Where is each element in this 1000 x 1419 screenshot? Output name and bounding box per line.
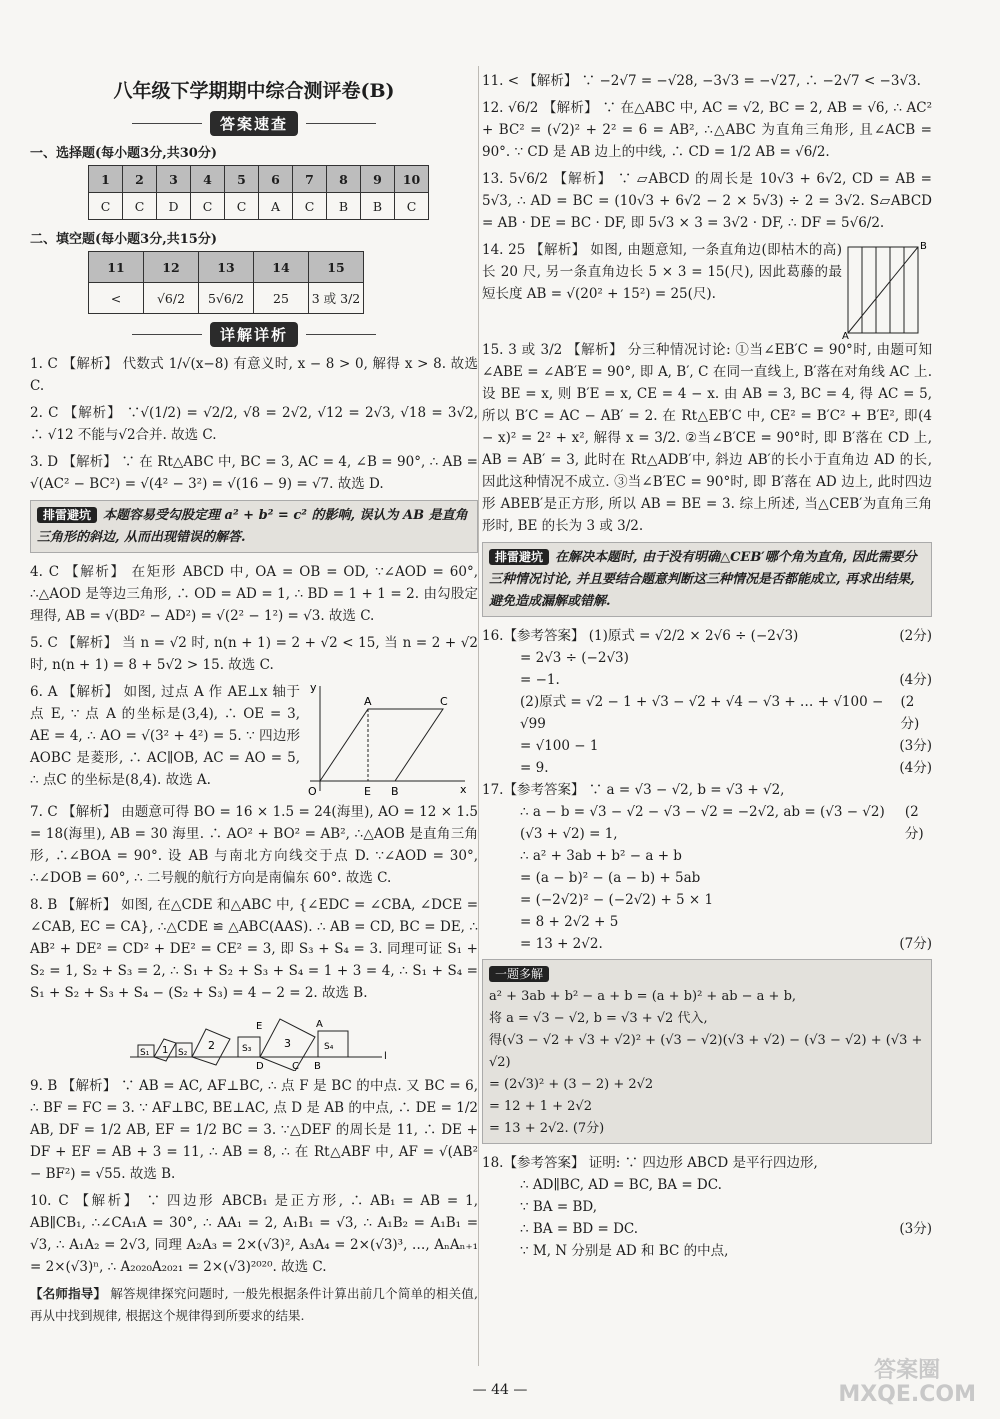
line-text: = (a − b)² − (a − b) + 5ab [520,870,701,886]
fill-answer-cell: 5√6/2 [199,283,254,314]
solution-9: 9. B 【解析】 ∵ AB = AC, AF⊥BC, ∴ 点 F 是 BC 的中点. 又 BC = 6, ∴ BF = FC = 3. ∵ AF⊥BC, BE⊥AC, 点 D 是 AB 的中点, ∴ DE = 1/2 AB, DF = 1/2 AB, EF = 1/2 BC = 3. ∵△DEF 的周长是 11, ∴ DE + DF + EF = AB + 3 = 11, ∴ AB = 8, ∴ 在 Rt△ABF 中, AF = √(AB² − BF²) = √55. 故选 B. [30,1078,478,1182]
fill-answer-cell: 3 或 3/2 [309,283,364,314]
choice-answer-cell: A [259,193,293,220]
page-title: 八年级下学期期中综合测评卷(B) [113,80,395,102]
label-A: A [316,1019,323,1030]
teacher-guide-label: 【名师指导】 [30,1286,107,1301]
label-A: A [842,331,849,339]
vine-ab [848,247,918,333]
fill-answer-cell: < [89,283,144,314]
score-mark: (3分) [899,1221,932,1237]
choice-number-cell: 2 [123,166,157,193]
solution-18 [482,1152,932,1262]
label-A: A [364,695,372,708]
line-text: 18.【参考答案】 证明: ∵ 四边形 ABCD 是平行四边形, [482,1155,818,1171]
solution-5: 5. C 【解析】 当 n = √2 时, n(n + 1) = 2 + √2 < 15, 当 n = 2 + √2 时, n(n + 1) = 8 + 5√2 > 15. 故选 C. [30,635,478,673]
figure-6-rhombus [300,681,470,801]
line-text: = −1. [520,672,560,688]
label-B: B [391,785,399,798]
section-choice-heading: 一、选择题(每小题3分,共30分) [30,146,217,161]
choice-number-cell: 7 [293,166,327,193]
line-text: ∴ a² + 3ab + b² − a + b [520,848,682,864]
score-mark: (4分) [899,672,932,688]
fill-number-cell: 12 [144,252,199,283]
solution-line [482,1152,932,1174]
solution-11: 11. < 【解析】 ∵ −2√7 = −√28, −3√3 = −√27, ∴ −2√7 < −3√3. [482,73,921,89]
label-2: 2 [208,1039,215,1052]
line-text: ∵ BA = BD, [520,1199,597,1215]
solution-6-block [30,681,478,801]
tip-text: 本题容易受勾股定理 a² + b² = c² 的影响, 误认为 AB 是直角三角形的斜边, 从而出现错误的解答. [37,508,468,545]
choice-answer-cell: D [157,193,191,220]
fill-number-cell: 13 [199,252,254,283]
label-C: C [440,695,448,708]
fill-answer-cell: 25 [254,283,309,314]
line-text: = 8 + 2√2 + 5 [520,914,619,930]
solution-line [482,647,932,669]
watermark [838,1359,976,1407]
fill-answer-table [88,251,364,314]
line-text: ∴ AD∥BC, AD = BC, BA = DC. [520,1177,722,1193]
line-text: = 2√3 ÷ (−2√3) [520,650,629,666]
page-number: — 44 — [472,1382,528,1398]
section-fill-heading: 二、填空题(每小题3分,共15分) [30,232,217,247]
solution-line [482,757,932,779]
score-mark: (7分) [899,936,932,952]
tip-lines [489,986,925,1140]
solution-7: 7. C 【解析】 由题意可得 BO = 16 × 1.5 = 24(海里), AO = 12 × 1.5 = 18(海里), AB = 30 海里. ∴ AO² + BO² = AB², ∴△AOB 是直角三角形, ∴∠BOA = 90°. 设 AB 与南北方向线交于点 D. ∵∠AOD = 30°, ∴∠DOB = 60°, ∴ 二号舰的航行方向是南偏东 60°. 故选 C. [30,804,478,886]
score-mark: (3分) [899,738,932,754]
choice-number-cell: 9 [361,166,395,193]
fill-answer-cell: √6/2 [144,283,199,314]
solution-line [482,669,932,691]
label-s2: S₂ [178,1048,188,1058]
banner-label: 答案速查 [210,111,298,136]
choice-answer-cell: B [327,193,361,220]
line-text: (2)原式 = √2 − 1 + √3 − √2 + √4 − √3 + … + √100 − √99 [520,694,884,732]
choice-number-cell: 1 [89,166,123,193]
solution-line [482,1196,932,1218]
solution-line [482,801,932,845]
label-D: D [256,1061,264,1071]
tip-label: 排雷避坑 [37,507,97,523]
solution-line [482,779,932,801]
line-text: = √100 − 1 [520,738,599,754]
label-3: 3 [284,1037,291,1050]
fill-number-cell: 15 [309,252,364,283]
label-l: l [384,1051,387,1062]
fill-number-cell: 11 [89,252,144,283]
label-y: y [310,681,317,694]
figure-8-squares [30,1009,478,1071]
solution-line [482,867,932,889]
solution-2: 2. C 【解析】 ∵√(1/2) = √2/2, √8 = 2√2, √12 = 2√3, √18 = 3√2, ∴ √12 不能与√2合并. 故选 C. [30,405,478,443]
choice-answer-cell: C [123,193,157,220]
score-mark: (4分) [899,760,932,776]
solution-line [482,1174,932,1196]
solution-line [482,1218,932,1240]
quick-answers-banner [30,111,478,136]
solution-line [482,933,932,955]
solution-1: 1. C 【解析】 代数式 1/√(x−8) 有意义时, x − 8 > 0, 解得 x > 8. 故选 C. [30,356,478,394]
label-s1: S₁ [140,1048,150,1058]
figure-14-tree [842,239,928,339]
tip-box-3 [482,959,932,1144]
choice-answer-cell: C [89,193,123,220]
left-column [30,70,478,1332]
column-divider [478,66,479,1366]
solution-16 [482,625,932,779]
line-text: 17.【参考答案】 ∵ a = √3 − √2, b = √3 + √2, [482,782,785,798]
solution-8: 8. B 【解析】 如图, 在△CDE 和△ABC 中, {∠EDC = ∠CBA, ∠DCE = ∠CAB, EC = CA}, ∴△CDE ≌ △ABC(AAS). ∴ AB = CD, BC = DE, ∴ AB² + DE² = CD² + DE² = CE² = 3, 即 S₃ + S₄ = 3. 同理可证 S₁ + S₂ = 1, S₂ + S₃ = 2, ∴ S₁ + S₂ + S₃ + S₄ = 1 + 3 = 4, ∴ S₁ + S₄ = S₁ + S₂ + S₃ + S₄ − (S₂ + S₃) = 4 − 2 = 2. 故选 B. [30,897,478,1001]
line-text: 16.【参考答案】 (1)原式 = √2/2 × 2√6 ÷ (−2√3) [482,628,799,644]
line-text: ∴ a − b = √3 − √2 − √3 − √2 = −2√2, ab = (√3 − √2)(√3 + √2) = 1, [520,804,885,842]
score-mark: (2分) [900,694,920,732]
solution-13: 13. 5√6/2 【解析】 ∵ ▱ABCD 的周长是 10√3 + 6√2, CD = AB = 5√3, ∴ AD = BC = (10√3 + 6√2 − 2 × 5√3) ÷ 2 = 3√2. S▱ABCD = AB · DE = BC · DF, 即 5√3 × 3 = 3√2 · DF, ∴ DF = 5√6/2. [482,171,932,231]
solution-line [482,889,932,911]
score-mark: (2分) [899,628,932,644]
watermark-text: 答案圈 [874,1358,941,1383]
solution-15: 15. 3 或 3/2 【解析】 分三种情况讨论: ①当∠EB′C = 90°时, 由题可知∠ABE = ∠AB′E = 90°, 即 A, B′, C 在同一直线上, B′落在对角线 AC 上. 设 BE = x, 则 B′E = x, CE = 4 − x. 由 AB = 3, BC = 4, 得 AC = 5, 所以 B′C = AC − AB′ = 2. 在 Rt△EB′C 中, CE² = B′C² + B′E², 即(4 − x)² = 2² + x², 解得 x = 3/2. ②当∠B′CE = 90°时, 即 B′落在 CD 上, AB = AB′ = 3, 此时在 Rt△ADB′中, 斜边 AB′的长小于直角边 AD 的长, 因此这种情况不成立. ③当∠B′EC = 90°时, 即 B′落在 AD 边上, 此时四边形 ABEB′是正方形, 所以 AB = BE = 3. 综上所述, 当△CEB′为直角三角形时, BE 的长为 3 或 3/2. [482,342,932,534]
solution-line [482,845,932,867]
tip-label: 一题多解 [489,966,549,982]
watermark-url: MXQE.COM [838,1382,976,1407]
label-x: x [460,783,467,796]
tip-line: = 12 + 1 + 2√2 [489,1099,592,1114]
tip-line: = 13 + 2√2. (7分) [489,1121,605,1136]
tip-line: a² + 3ab + b² − a + b = (a + b)² + ab − a + b, [489,989,797,1004]
teacher-guide [30,1283,478,1327]
choice-number-cell: 4 [191,166,225,193]
solution-3: 3. D 【解析】 ∵ 在 Rt△ABC 中, BC = 3, AC = 4, ∠B = 90°, ∴ AB = √(AC² − BC²) = √(4² − 3²) = √(16 − 9) = √7. 故选 D. [30,454,478,492]
solution-line [482,735,932,757]
label-E: E [256,1021,263,1032]
solution-line [482,691,932,735]
choice-number-cell: 6 [259,166,293,193]
choice-answer-cell: C [191,193,225,220]
solution-line [482,625,932,647]
tip-box-1 [30,500,478,553]
label-C: C [292,1061,299,1071]
solution-4: 4. C 【解析】 在矩形 ABCD 中, OA = OB = OD, ∵∠AOD = 60°, ∴△AOD 是等边三角形, ∴ OD = AD = 1, ∴ BD = 1 + 1 = 2. 由勾股定理得, AB = √(BD² − AD²) = √(2² − 1²) = √3. 故选 C. [30,564,478,624]
choice-answer-table [88,165,429,220]
tip-line: 将 a = √3 − √2, b = √3 + √2 代入, [489,1011,708,1026]
solution-14: 14. 25 【解析】 如图, 由题意知, 一条直角边(即枯木的高)长 20 尺, 另一条直角边长 5 × 3 = 15(尺), 因此葛藤的最短长度 AB = √(20² + 15²) = 25(尺). [482,242,842,302]
solution-10: 10. C 【解析】 ∵ 四边形 ABCB₁ 是正方形, ∴ AB₁ = AB = 1, AB∥CB₁, ∴∠CA₁A = 30°, ∴ AA₁ = 2, A₁B₁ = √3, ∴ A₁B₂ = A₁B₁ = √3, ∴ A₁A₂ = 2√3, 同理 A₂A₃ = 2×(√3)², A₃A₄ = 2×(√3)³, …, AₙAₙ₊₁ = 2×(√3)ⁿ, ∴ A₂₀₂₀A₂₀₂₁ = 2×(√3)²⁰²⁰. 故选 C. [30,1193,478,1275]
label-B: B [314,1061,321,1071]
solution-14-block [482,239,932,339]
choice-answer-cell: C [395,193,429,220]
line-text: = 9. [520,760,549,776]
line-text: = 13 + 2√2. [520,936,603,952]
line-text: ∴ BA = BD = DC. [520,1221,639,1237]
rhombus-outline [320,709,443,781]
right-column [482,70,932,1262]
detailed-solutions-banner [30,322,478,347]
teacher-guide-text: 解答规律探究问题时, 一般先根据条件计算出前几个简单的相关值, 再从中找到规律, 根据这个规律得到所要求的结果. [30,1286,478,1323]
tip-line: = (2√3)² + (3 − 2) + 2√2 [489,1077,654,1092]
choice-number-cell: 5 [225,166,259,193]
line-text: = (−2√2)² − (−2√2) + 5 × 1 [520,892,714,908]
choice-answer-cell: C [225,193,259,220]
solution-12: 12. √6/2 【解析】 ∵ 在△ABC 中, AC = √2, BC = 2, AB = √6, ∴ AC² + BC² = (√2)² + 2² = 6 = AB², ∴△ABC 为直角三角形, 且∠ACB = 90°. ∵ CD 是 AB 边上的中线, ∴ CD = 1/2 AB = √6/2. [482,100,932,160]
tip-label: 排雷避坑 [489,549,549,565]
label-s4: S₄ [324,1042,334,1052]
label-B: B [920,241,927,252]
banner-label: 详解详析 [210,322,298,347]
line-text: ∵ M, N 分别是 AD 和 BC 的中点, [520,1243,729,1259]
label-O: O [308,785,317,798]
label-s3: S₃ [242,1044,252,1054]
solution-line [482,1240,932,1262]
tip-box-2 [482,542,932,617]
choice-answer-cell: C [293,193,327,220]
tip-line: 得(√3 − √2 + √3 + √2)² + (√3 − √2)(√3 + √2) − (√3 − √2) + (√3 + √2) [489,1033,923,1070]
score-mark: (2分) [904,804,924,842]
choice-answer-cell: B [361,193,395,220]
choice-number-cell: 8 [327,166,361,193]
choice-number-cell: 10 [395,166,429,193]
tip-text: 在解决本题时, 由于没有明确△CEB′哪个角为直角, 因此需要分三种情况讨论, 并且要结合题意判断这三种情况是否都能成立, 再求出结果, 避免造成漏解或错解. [489,550,917,609]
solution-6: 6. A 【解析】 如图, 过点 A 作 AE⊥x 轴于点 E, ∵ 点 A 的坐标是(3,4), ∴ OE = 3, AE = 4, ∴ AO = √(3² + 4²) = 5. ∵ 四边形 AOBC 是菱形, ∴ AC∥OB, AC = AO = 5, ∴ 点C 的坐标是(8,4). 故选 A. [30,684,300,788]
label-E: E [364,785,371,798]
fill-number-cell: 14 [254,252,309,283]
solution-17 [482,779,932,955]
solution-line [482,911,932,933]
choice-number-cell: 3 [157,166,191,193]
label-1: 1 [162,1045,169,1056]
